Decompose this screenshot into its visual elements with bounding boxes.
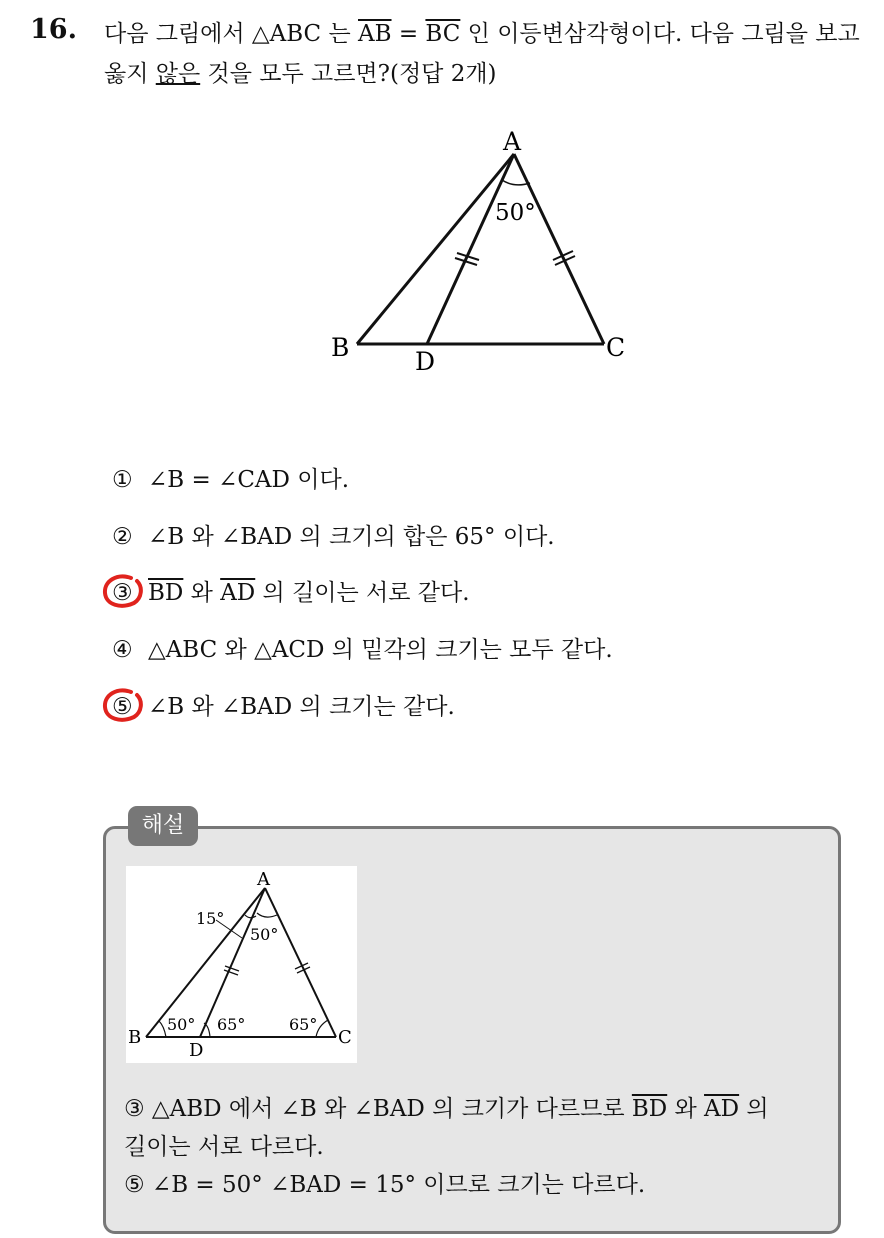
solution-text: [124, 1090, 834, 1204]
choice-2-marker: ②: [112, 524, 133, 550]
sol-angle-b: 50°: [167, 1015, 196, 1034]
sol-angle-adc: 65°: [217, 1015, 246, 1034]
segment-ad: [427, 154, 514, 344]
segment-ab: $\overline{AB}$: [358, 21, 392, 47]
sol-tick-ad-2: [224, 970, 238, 975]
choice-1[interactable]: [112, 465, 349, 495]
question-stem: [104, 14, 874, 94]
sol-angle-c: 65°: [289, 1015, 318, 1034]
choice-3-seg-bd: $\overline{BD}$: [148, 580, 184, 606]
choice-4-marker: ④: [112, 637, 133, 663]
stem-eq: =: [391, 21, 426, 47]
solution-tag: 해설: [128, 806, 198, 846]
sol-label-b: B: [128, 1027, 142, 1048]
choice-3-rest: 의 길이는 서로 같다.: [255, 580, 470, 606]
sol-angle-dac: 50°: [250, 925, 279, 944]
sol-arc-bad: [245, 915, 256, 918]
answer-circle-mark-3: [101, 573, 145, 611]
solution-line-1: [124, 1090, 834, 1128]
sol-label-d: D: [189, 1040, 204, 1061]
choice-5-marker: ⑤: [112, 694, 133, 720]
side-ab: [357, 154, 514, 344]
sol-label-c: C: [338, 1027, 352, 1048]
sol-arc-dac: [257, 913, 277, 917]
choice-4[interactable]: [112, 635, 613, 665]
choice-1-text: ∠B = ∠CAD 이다.: [148, 467, 350, 493]
label-d: D: [415, 347, 436, 376]
choice-5[interactable]: [112, 692, 455, 722]
solution-line-1-b: 의: [739, 1096, 769, 1122]
segment-bc: $\overline{BC}$: [425, 21, 461, 47]
label-b: B: [331, 333, 350, 362]
choice-3-seg-ad: $\overline{AD}$: [220, 580, 256, 606]
triangle-figure: [320, 120, 640, 380]
solution-line-1-a: ③ △ABD 에서 ∠B 와 ∠BAD 의 크기가 다르므로: [124, 1096, 632, 1122]
sol-tick-ad-1: [225, 966, 239, 971]
solution-figure: [126, 866, 357, 1063]
answer-circle-mark-5: [101, 687, 145, 725]
solution-seg-bd: $\overline{BD}$: [631, 1096, 668, 1122]
stem-text-2: 인 이등변삼각형이다. 다음 그림을 보고 옳지: [104, 21, 860, 87]
stem-text-1: 다음 그림에서 △ABC 는: [104, 21, 358, 47]
choice-5-text: ∠B 와 ∠BAD 의 크기는 같다.: [148, 694, 455, 720]
choice-1-marker: ①: [112, 467, 133, 493]
sol-arc-c: [316, 1020, 328, 1037]
solution-line-2: 길이는 서로 다르다.: [124, 1134, 324, 1160]
stem-not-emphasis: 않은: [155, 61, 201, 87]
choice-2[interactable]: [112, 522, 555, 552]
sol-label-a: A: [257, 869, 270, 890]
label-a: A: [503, 127, 522, 156]
choice-4-text: △ABC 와 △ACD 의 밑각의 크기는 모두 같다.: [148, 637, 613, 663]
sol-arc-b: [159, 1021, 166, 1037]
sol-angle-bad: 15°: [196, 909, 225, 928]
solution-line-1-mid: 와: [667, 1096, 705, 1122]
solution-seg-ad: $\overline{AD}$: [704, 1096, 740, 1122]
label-c: C: [606, 333, 626, 362]
question-number: 16.: [30, 14, 77, 45]
angle-label-50: 50°: [495, 200, 536, 226]
choice-3-mid: 와: [183, 580, 221, 606]
stem-text-3: 것을 모두 고르면?(정답 2개): [200, 61, 497, 87]
solution-line-3: ⑤ ∠B = 50° ∠BAD = 15° 이므로 크기는 다르다.: [124, 1172, 646, 1198]
choice-3-marker: ③: [112, 580, 133, 606]
choice-3[interactable]: [112, 578, 470, 608]
side-ac: [514, 154, 604, 344]
choice-2-text: ∠B 와 ∠BAD 의 크기의 합은 65° 이다.: [148, 524, 555, 550]
